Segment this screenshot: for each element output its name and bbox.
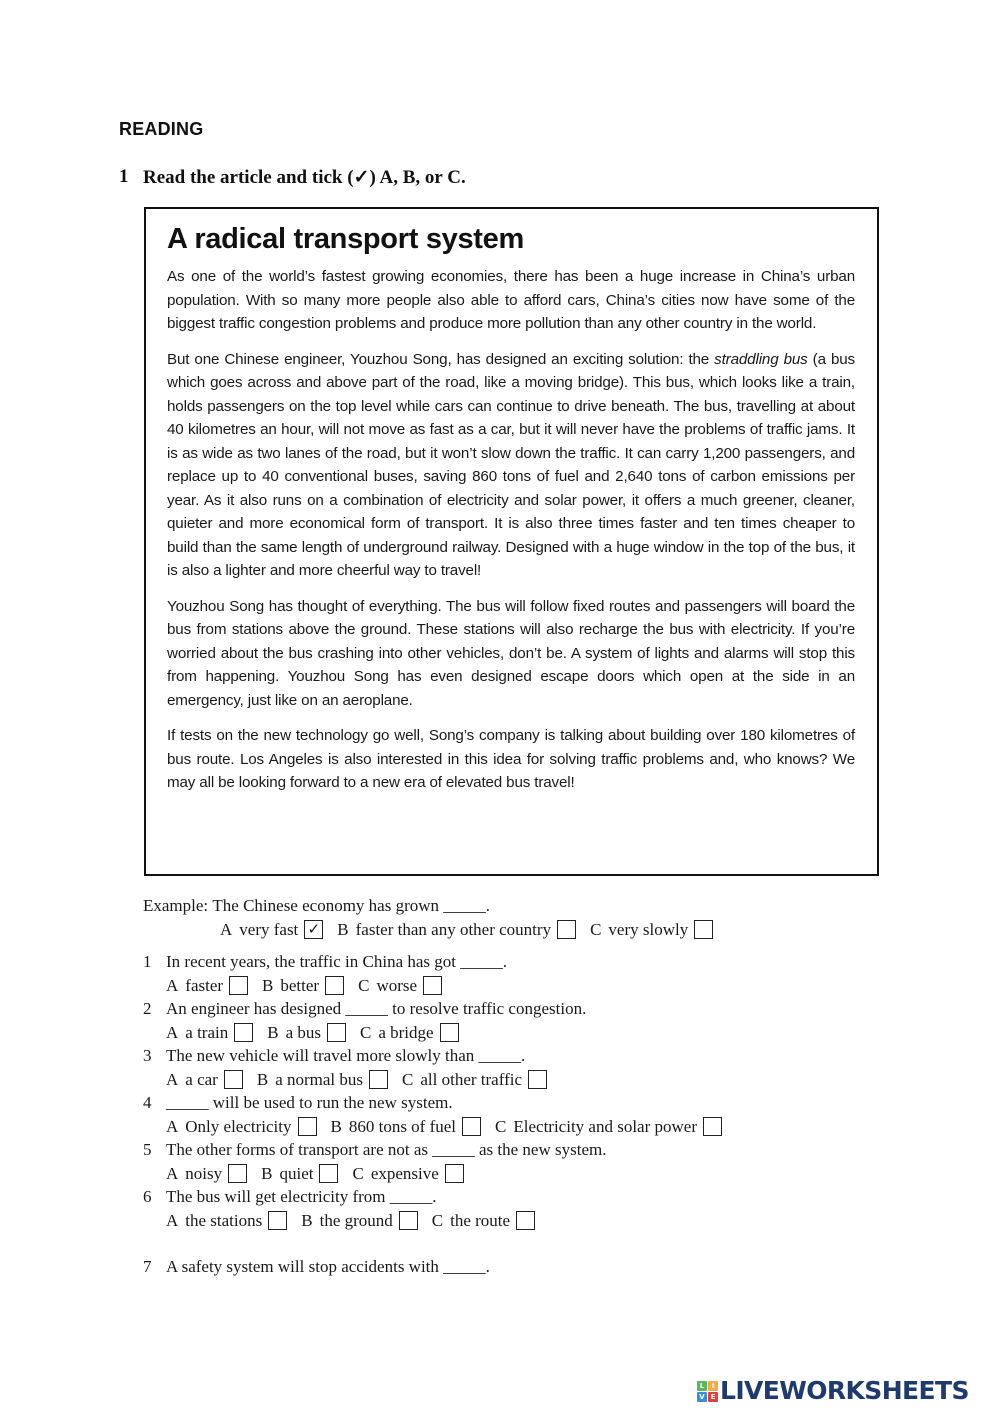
question-number: 1 [143,952,152,971]
option-letter: B [262,975,274,995]
checkbox[interactable] [694,920,713,939]
checkbox[interactable] [369,1070,388,1089]
option-text: all other traffic [420,1069,522,1089]
logo-tiles-icon [697,1381,718,1402]
article-paragraph-1: As one of the world’s fastest growing economies, there has been a huge increase in China’s urban population. With so many more people also able to afford cars, China’s cities now have some of the biggest traffic congestion problems and produce more pollution than any other country in the world. [167,268,855,332]
question-5 [143,1138,843,1162]
question-number: 6 [143,1187,152,1206]
option-text: faster than any other country [355,919,552,939]
question-6 [143,1185,843,1209]
checkbox[interactable] [298,1117,317,1136]
instruction [119,166,466,189]
option-text: Electricity and solar power [513,1116,697,1136]
question-text: The other forms of transport are not as _____ as the new system. [166,1140,607,1159]
option-text: quiet [279,1163,314,1183]
checkbox[interactable] [229,976,248,995]
checkbox[interactable] [399,1211,418,1230]
p2-italic-term: straddling bus [714,350,808,368]
q3-option-a [166,1068,243,1092]
logo-text: LIVEWORKSHEETS [720,1376,969,1405]
checkbox[interactable] [319,1164,338,1183]
example-option-c [590,918,713,942]
option-letter: A [166,975,179,995]
question-text: The bus will get electricity from _____. [166,1187,437,1206]
example-question-text: The Chinese economy has grown _____. [212,896,491,915]
q6-option-b [301,1209,418,1233]
question-1 [143,950,843,974]
liveworksheets-logo [697,1378,969,1404]
article-title: A radical transport system [167,223,524,255]
question-number: 2 [143,999,152,1018]
q3-option-b [257,1068,388,1092]
logo-tile: V [697,1392,707,1402]
checkbox[interactable] [703,1117,722,1136]
checkbox[interactable] [528,1070,547,1089]
checkbox[interactable] [462,1117,481,1136]
q5-option-c [352,1162,463,1186]
logo-tile: I [708,1381,718,1391]
option-text: a bridge [378,1022,434,1042]
q3-option-c [402,1068,547,1092]
checkbox[interactable] [423,976,442,995]
question-text: An engineer has designed _____ to resolve traffic congestion. [166,999,587,1018]
checkbox[interactable] [557,920,576,939]
checkbox[interactable] [440,1023,459,1042]
option-text: worse [376,975,418,995]
instruction-text: Read the article and tick (✓) A, B, or C. [143,167,466,188]
option-text: noisy [185,1163,223,1183]
checkbox[interactable] [228,1164,247,1183]
option-letter: B [337,919,349,939]
option-text: the ground [319,1210,393,1230]
checkbox[interactable] [224,1070,243,1089]
instruction-number: 1 [119,166,129,187]
option-letter: C [360,1022,372,1042]
option-text: very slowly [608,919,689,939]
q1-option-b [262,974,344,998]
logo-tile: E [708,1392,718,1402]
q4-option-c [495,1115,722,1139]
option-text: 860 tons of fuel [348,1116,457,1136]
question-5-options [143,1162,843,1186]
example-question [143,894,843,918]
option-letter: B [330,1116,342,1136]
question-number: 5 [143,1140,152,1159]
option-text: very fast [239,919,299,939]
article-paragraph-3: Youzhou Song has thought of everything. The bus will follow fixed routes and passengers will board the bus from stations above the ground. These stations will also recharge the bus with electricity. If you’re worried about the bus crashing into other vehicles, don’t be. A system of lights and alarms will stop this from happening. Youzhou Song has even designed escape doors which open at the side in an emergency, just like on an aeroplane. [167,597,855,709]
option-letter: C [402,1069,414,1089]
checkbox[interactable] [268,1211,287,1230]
checkbox[interactable] [516,1211,535,1230]
option-text: a car [185,1069,218,1089]
logo-tile: L [697,1381,707,1391]
option-letter: C [590,919,602,939]
q2-option-c [360,1021,459,1045]
option-letter: A [166,1116,179,1136]
question-4-options [143,1115,843,1139]
option-text: faster [185,975,224,995]
q2-option-a [166,1021,253,1045]
option-letter: C [431,1210,444,1230]
question-text: _____ will be used to run the new system. [166,1093,453,1112]
q2-option-b [267,1021,346,1045]
option-letter: A [220,919,233,939]
option-letter: C [495,1116,507,1136]
option-letter: A [166,1210,179,1230]
question-text: In recent years, the traffic in China has got _____. [166,952,507,971]
question-2-options [143,1021,843,1045]
q1-option-a [166,974,248,998]
question-number: 7 [143,1257,152,1276]
option-text: better [280,975,320,995]
article-paragraph-4: If tests on the new technology go well, Song’s company is talking about building over 180 kilometres of bus route. Los Angeles is also interested in this idea for solving traffic problems and, who knows? We may all be looking forward to a new era of elevated bus travel! [167,727,855,791]
q5-option-a [166,1162,247,1186]
q4-option-a [166,1115,317,1139]
question-2 [143,997,843,1021]
option-text: a normal bus [275,1069,364,1089]
option-text: a bus [285,1022,321,1042]
question-3 [143,1044,843,1068]
question-3-options [143,1068,843,1092]
p2-before: But one Chinese engineer, Youzhou Song, has designed an exciting solution: the [167,350,715,368]
p2-after: (a bus which goes across and above part of the road, like a moving bridge). This bus, which looks like a train, holds passengers on the top level while cars can continue to drive beneath. The bus, travelling at about 40 kilometres an hour, will not move as fast as a car, but it will never have the problems of traffic jams. It is as wide as two lanes of the road, but it won’t slow down the traffic. It can carry 1,200 passengers, and replace up to 40 conventional buses, saving 860 tons of fuel and 2,640 tons of carbon emissions per year. As it also runs on a combination of electricity and solar power, it offers a much greener, cleaner, quieter and more economical form of transport. It is also three times faster and ten times cheaper to build than the same length of underground railway. Designed with a huge window in the top of the bus, it is also a lighter and more cheerful way to travel! [167,350,855,579]
option-text: the stations [185,1210,263,1230]
checkbox-checked[interactable]: ✓ [304,920,323,939]
question-number: 3 [143,1046,152,1065]
checkbox[interactable] [445,1164,464,1183]
checkbox[interactable] [234,1023,253,1042]
q4-option-b [331,1115,482,1139]
question-text: The new vehicle will travel more slowly than _____. [166,1046,526,1065]
q1-option-c [358,974,442,998]
question-7 [143,1255,843,1279]
questions-section [143,894,843,1279]
question-1-options [143,974,843,998]
q6-option-c [432,1209,535,1233]
option-letter: A [166,1163,179,1183]
option-letter: A [166,1069,179,1089]
option-letter: A [166,1022,179,1042]
article-box [144,207,879,876]
option-letter: B [301,1210,313,1230]
example-options [143,918,843,942]
checkbox[interactable] [325,976,344,995]
option-text: expensive [370,1163,439,1183]
q6-option-a [166,1209,287,1233]
example-option-b [337,918,576,942]
question-number: 4 [143,1093,152,1112]
option-letter: C [358,975,370,995]
article-paragraph-2 [167,348,855,583]
example-option-a [220,918,323,942]
option-letter: B [256,1069,269,1089]
question-4 [143,1091,843,1115]
checkbox[interactable] [327,1023,346,1042]
example-label: Example: [143,896,209,915]
option-text: a train [185,1022,229,1042]
option-letter: C [352,1163,364,1183]
option-letter: B [261,1163,273,1183]
question-6-options [143,1209,843,1233]
option-text: the route [450,1210,511,1230]
question-text: A safety system will stop accidents with _____. [166,1257,490,1276]
option-letter: B [267,1022,279,1042]
q5-option-b [261,1162,338,1186]
section-heading: READING [119,119,204,139]
option-text: Only electricity [185,1116,292,1136]
